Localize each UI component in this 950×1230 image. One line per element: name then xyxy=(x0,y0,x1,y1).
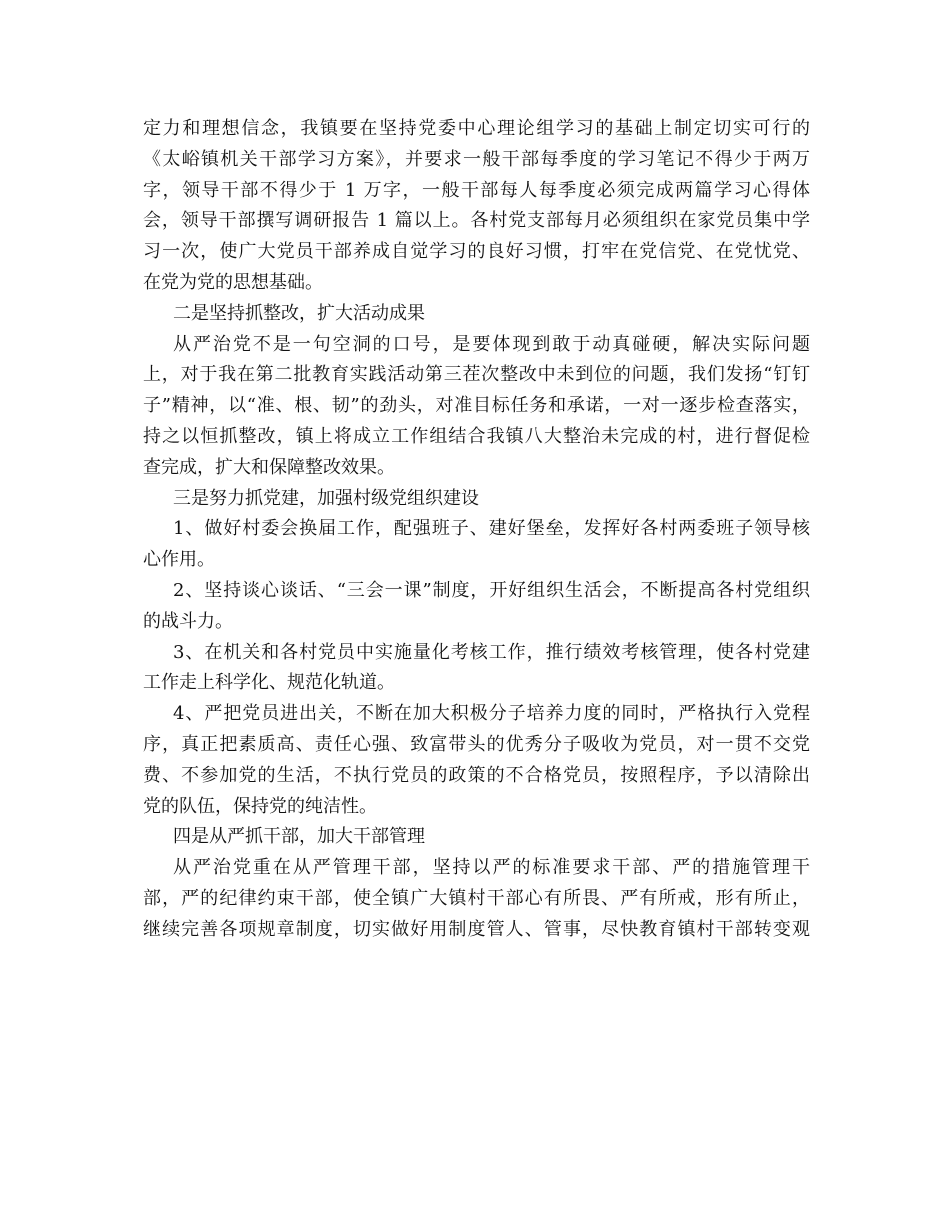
text-line: 从严治党重在从严管理干部，坚持以严的标准要求干部、严的措施管理干 xyxy=(173,857,810,879)
text-line: 2、坚持谈心谈话、“三会一课”制度，开好组织生活会，不断提高各村党组织 xyxy=(173,579,810,601)
text-line: 二是坚持抓整改，扩大活动成果 xyxy=(173,302,425,324)
text-line: 4、严把党员进出关，不断在加大积极分子培养力度的同时，严格执行入党程 xyxy=(173,703,810,725)
text-line: 继续完善各项规章制度，切实做好用制度管人、管事，尽快教育镇村干部转变观 xyxy=(143,918,810,940)
text-line: 子”精神，以“准、根、韧”的劲头，对准目标任务和承诺，一对一逐步检查落实， xyxy=(143,395,810,417)
text-line: 费、不参加党的生活，不执行党员的政策的不合格党员，按照程序，予以清除出 xyxy=(143,764,810,786)
text-line: 《太峪镇机关干部学习方案》，并要求一般干部每季度的学习笔记不得少于两万 xyxy=(143,148,810,170)
text-line: 会，领导干部撰写调研报告 1 篇以上。各村党支部每月必须组织在家党员集中学 xyxy=(143,210,810,232)
text-line: 1、做好村委会换届工作，配强班子、建好堡垒，发挥好各村两委班子领导核 xyxy=(173,518,810,540)
text-line: 四是从严抓干部，加大干部管理 xyxy=(173,826,425,848)
text-line: 3、在机关和各村党员中实施量化考核工作，推行绩效考核管理，使各村党建 xyxy=(173,641,810,663)
text-line: 从严治党不是一句空洞的口号，是要体现到敢于动真碰硬，解决实际问题 xyxy=(173,333,810,355)
text-line: 心作用。 xyxy=(143,549,215,571)
text-line: 上，对于我在第二批教育实践活动第三茬次整改中未到位的问题，我们发扬“钉钉 xyxy=(143,364,810,386)
text-line: 持之以恒抓整改，镇上将成立工作组结合我镇八大整治未完成的村，进行督促检 xyxy=(143,425,810,447)
text-line: 字，领导干部不得少于 1 万字，一般干部每人每季度必须完成两篇学习心得体 xyxy=(143,179,810,201)
text-line: 习一次，使广大党员干部养成自觉学习的良好习惯，打牢在党信党、在党忧党、 xyxy=(143,241,810,263)
text-line: 三是努力抓党建，加强村级党组织建设 xyxy=(173,487,479,509)
text-line: 定力和理想信念，我镇要在坚持党委中心理论组学习的基础上制定切实可行的 xyxy=(143,118,810,139)
text-line: 序，真正把素质高、责任心强、致富带头的优秀分子吸收为党员，对一贯不交党 xyxy=(143,733,810,755)
text-line: 查完成，扩大和保障整改效果。 xyxy=(143,456,395,478)
text-line: 部，严的纪律约束干部，使全镇广大镇村干部心有所畏、严有所戒，形有所止， xyxy=(143,887,810,909)
text-line: 党的队伍，保持党的纯洁性。 xyxy=(143,795,377,817)
document-body xyxy=(143,114,810,946)
text-line: 的战斗力。 xyxy=(143,610,233,632)
text-line: 在党为党的思想基础。 xyxy=(143,271,323,293)
text-line: 工作走上科学化、规范化轨道。 xyxy=(143,672,395,694)
